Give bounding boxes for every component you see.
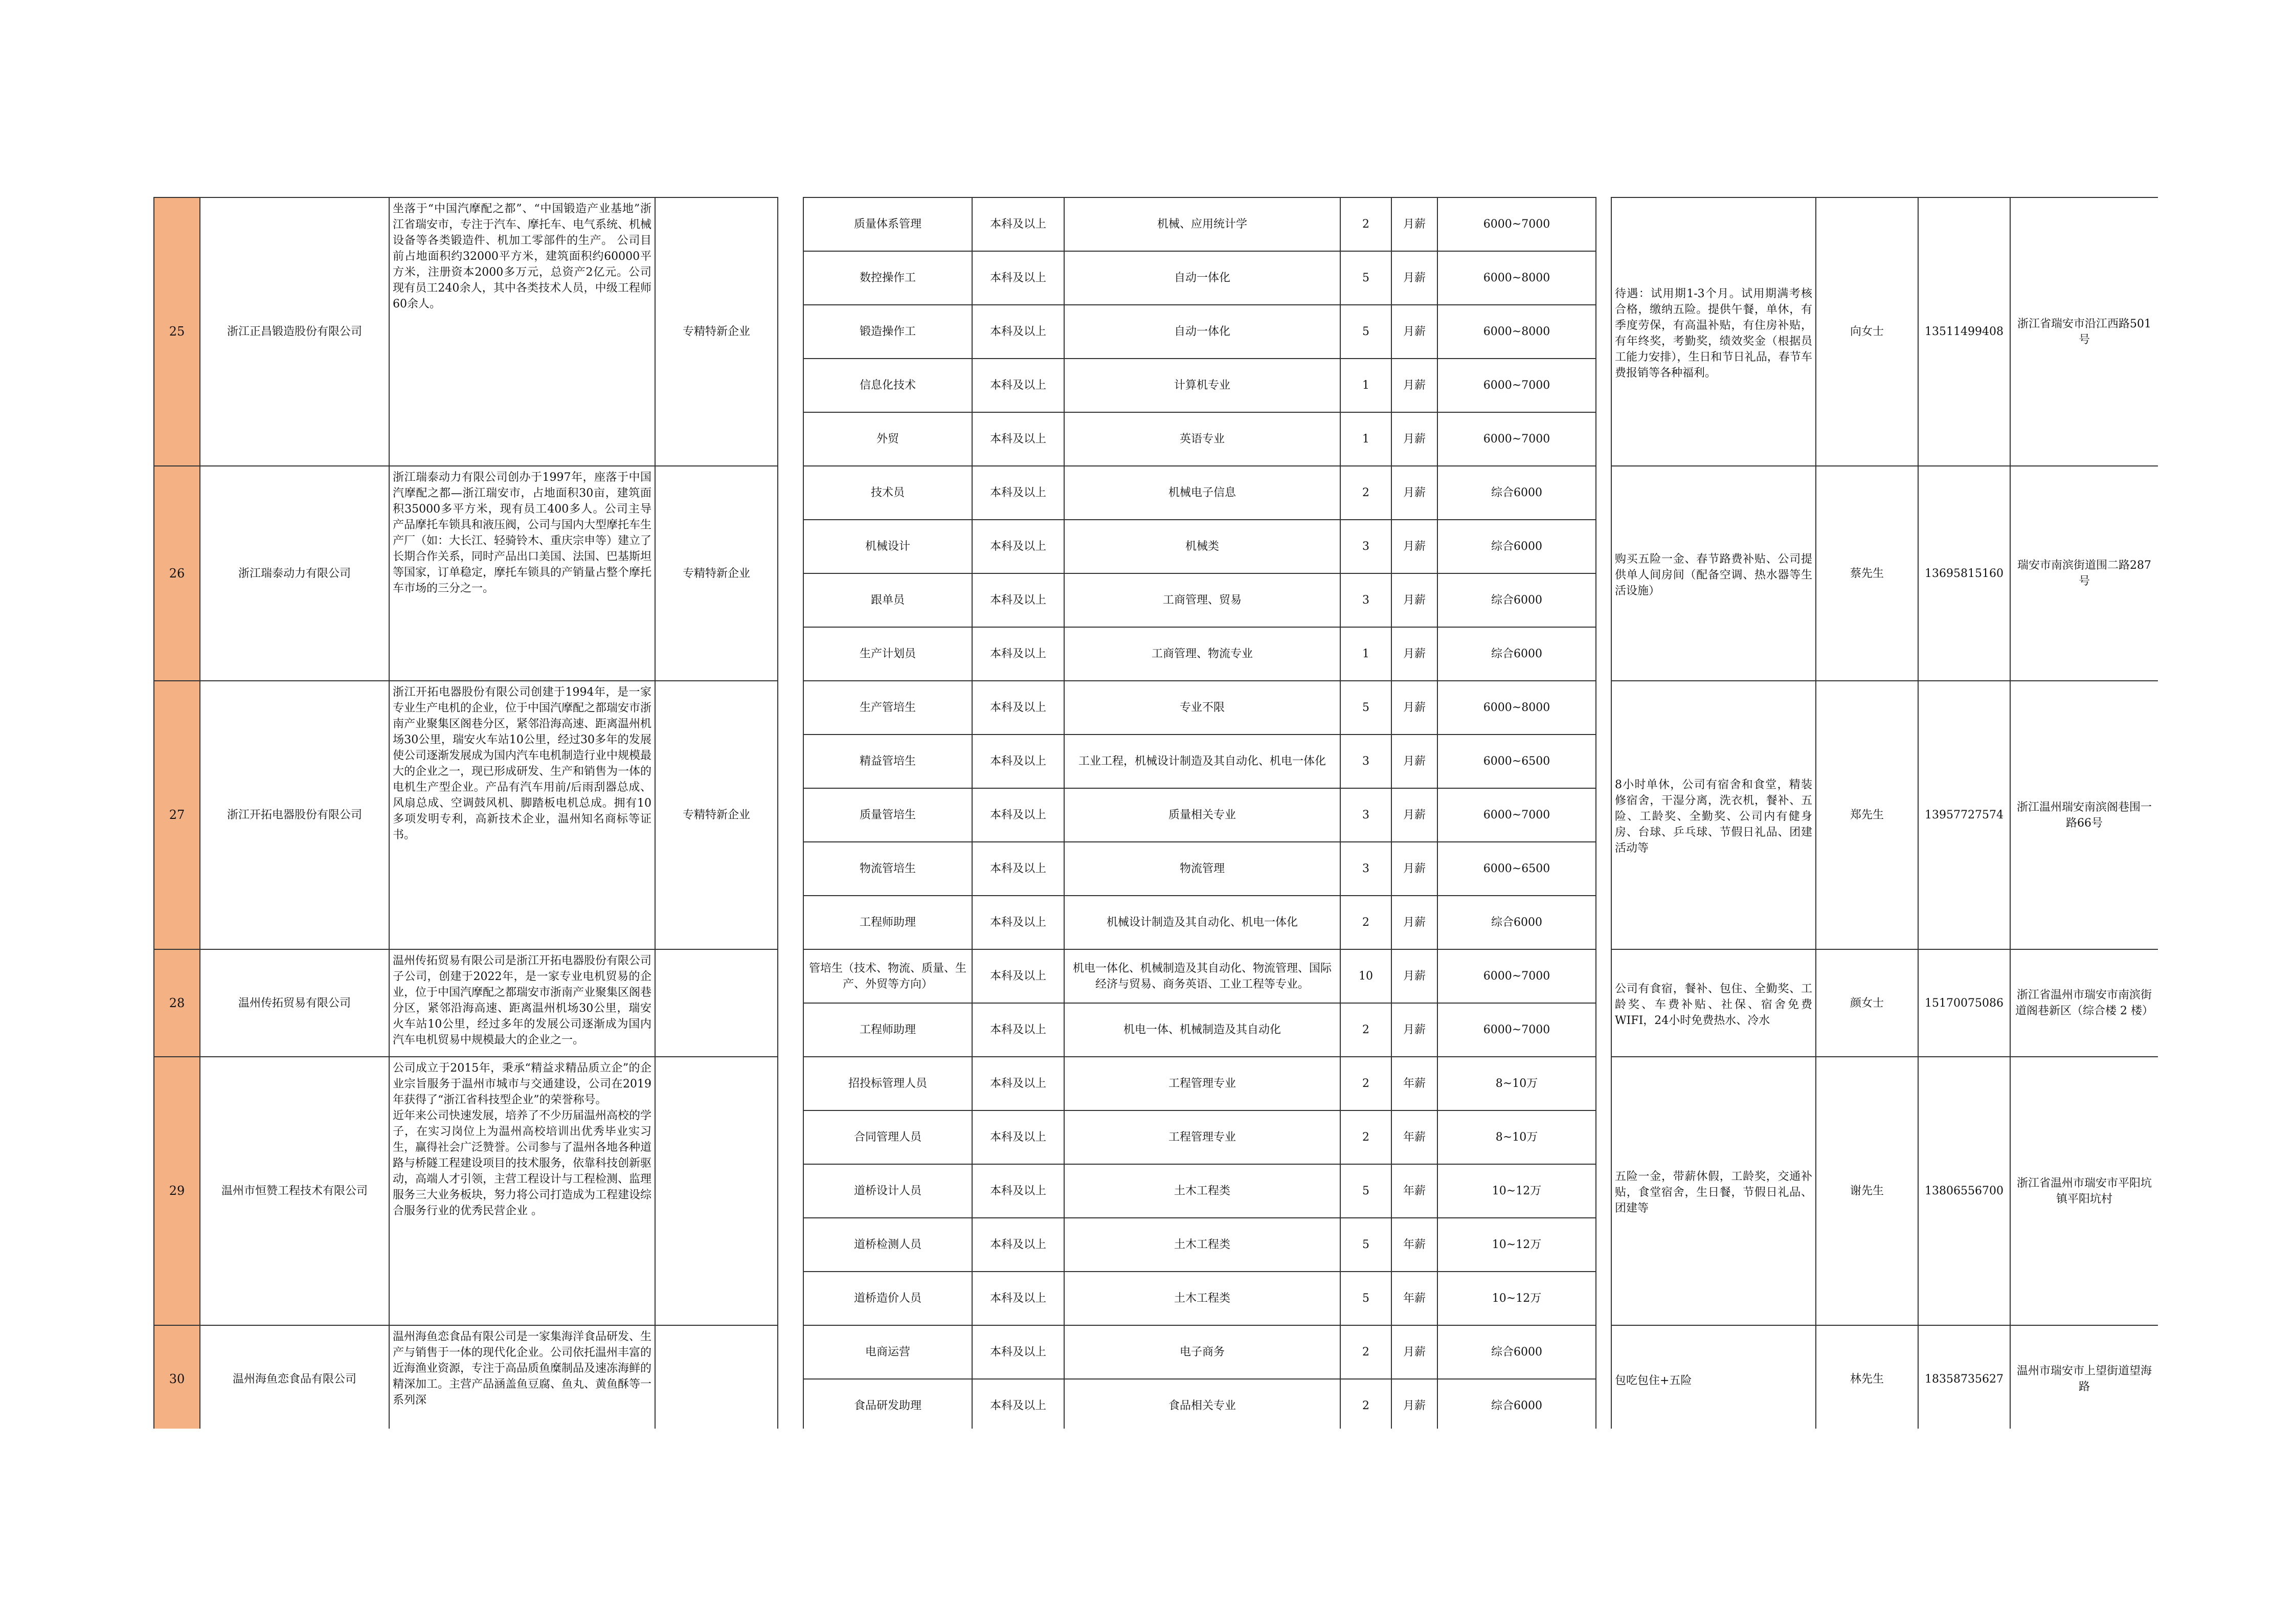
job-major: 工业工程，机械设计制造及其自动化、机电一体化 (1064, 735, 1340, 788)
job-title: 合同管理人员 (803, 1110, 972, 1164)
job-salary: 6000~7000 (1437, 197, 1596, 251)
job-major: 土木工程类 (1064, 1164, 1340, 1218)
job-title: 质量管培生 (803, 788, 972, 842)
job-pay-type: 月薪 (1391, 1325, 1437, 1379)
job-title: 道桥设计人员 (803, 1164, 972, 1218)
job-pay-type: 月薪 (1391, 1003, 1437, 1057)
job-education: 本科及以上 (972, 1379, 1064, 1429)
company-name: 温州海鱼恋食品有限公司 (200, 1325, 389, 1429)
job-count: 3 (1340, 842, 1391, 896)
table-row (154, 1325, 2158, 1379)
job-major: 机械类 (1064, 520, 1340, 573)
column-gap (1596, 681, 1611, 949)
job-pay-type: 年薪 (1391, 1272, 1437, 1325)
job-table (153, 197, 2158, 1429)
job-major: 机械、应用统计学 (1064, 197, 1340, 251)
job-education: 本科及以上 (972, 627, 1064, 681)
job-salary: 6000~6500 (1437, 735, 1596, 788)
contact-phone: 13695815160 (1918, 466, 2010, 681)
job-pay-type: 月薪 (1391, 573, 1437, 627)
company-type: 专精特新企业 (655, 197, 778, 466)
company-address: 浙江温州瑞安南滨阁巷围一路66号 (2010, 681, 2158, 949)
job-pay-type: 年薪 (1391, 1164, 1437, 1218)
job-salary: 6000~7000 (1437, 359, 1596, 412)
job-education: 本科及以上 (972, 1057, 1064, 1110)
job-count: 10 (1340, 949, 1391, 1003)
job-title: 电商运营 (803, 1325, 972, 1379)
job-title: 数控操作工 (803, 251, 972, 305)
job-count: 2 (1340, 1325, 1391, 1379)
company-description (389, 1057, 655, 1325)
job-pay-type: 月薪 (1391, 1379, 1437, 1429)
contact-phone: 13957727574 (1918, 681, 2010, 949)
job-education: 本科及以上 (972, 1110, 1064, 1164)
company-number: 29 (154, 1057, 200, 1325)
contact-person: 郑先生 (1816, 681, 1918, 949)
job-count: 5 (1340, 1272, 1391, 1325)
job-salary: 8~10万 (1437, 1057, 1596, 1110)
contact-person: 蔡先生 (1816, 466, 1918, 681)
contact-phone: 15170075086 (1918, 949, 2010, 1057)
company-benefits: 8小时单休，公司有宿舍和食堂，精装修宿舍，干湿分离，洗衣机，餐补、五险、工龄奖、全勤奖、公司内有健身房、台球、乒乓球、节假日礼品、团建活动等 (1611, 681, 1816, 949)
job-education: 本科及以上 (972, 896, 1064, 949)
job-education: 本科及以上 (972, 1325, 1064, 1379)
job-title: 物流管培生 (803, 842, 972, 896)
job-major: 质量相关专业 (1064, 788, 1340, 842)
job-major: 物流管理 (1064, 842, 1340, 896)
job-major: 自动一体化 (1064, 305, 1340, 359)
job-major: 工商管理、贸易 (1064, 573, 1340, 627)
company-address: 温州市瑞安市上望街道望海路 (2010, 1325, 2158, 1429)
company-description-text: 浙江瑞泰动力有限公司创办于1997年，座落于中国汽摩配之都—浙江瑞安市，占地面积30亩，建筑面积35000多平方米，现有员工400多人。公司主导产品摩托车锁具和液压阀，公司与国内大型摩托车生产厂（如：大长江、轻骑铃木、重庆宗申等）建立了长期合作关系，同时产品出口美国、法国、巴基斯坦等国家，订单稳定，摩托车锁具的产销量占整个摩托车市场的三分之一。 (393, 471, 651, 595)
job-count: 1 (1340, 627, 1391, 681)
job-salary: 综合6000 (1437, 520, 1596, 573)
column-gap (1596, 1325, 1611, 1429)
company-number: 30 (154, 1325, 200, 1429)
company-benefits: 五险一金，带薪休假，工龄奖，交通补贴，食堂宿舍，生日餐，节假日礼品、团建等 (1611, 1057, 1816, 1325)
job-salary: 6000~7000 (1437, 1003, 1596, 1057)
job-count: 2 (1340, 1003, 1391, 1057)
contact-person: 颜女士 (1816, 949, 1918, 1057)
job-major: 土木工程类 (1064, 1272, 1340, 1325)
job-count: 5 (1340, 1218, 1391, 1272)
table-row (154, 949, 2158, 1003)
company-description (389, 197, 655, 466)
job-salary: 6000~7000 (1437, 949, 1596, 1003)
job-education: 本科及以上 (972, 735, 1064, 788)
job-pay-type: 月薪 (1391, 949, 1437, 1003)
company-name: 温州市恒赞工程技术有限公司 (200, 1057, 389, 1325)
company-description (389, 681, 655, 949)
job-pay-type: 月薪 (1391, 359, 1437, 412)
job-education: 本科及以上 (972, 1272, 1064, 1325)
job-pay-type: 年薪 (1391, 1218, 1437, 1272)
job-salary: 6000~6500 (1437, 842, 1596, 896)
table-row (154, 197, 2158, 251)
contact-phone: 13511499408 (1918, 197, 2010, 466)
job-salary: 10~12万 (1437, 1218, 1596, 1272)
job-salary: 6000~7000 (1437, 412, 1596, 466)
job-title: 道桥造价人员 (803, 1272, 972, 1325)
job-major: 机电一体化、机械制造及其自动化、物流管理、国际经济与贸易、商务英语、工业工程等专业。 (1064, 949, 1340, 1003)
job-count: 3 (1340, 520, 1391, 573)
job-count: 2 (1340, 197, 1391, 251)
job-count: 2 (1340, 896, 1391, 949)
job-title: 跟单员 (803, 573, 972, 627)
company-description (389, 1325, 655, 1429)
job-education: 本科及以上 (972, 681, 1064, 735)
job-count: 2 (1340, 466, 1391, 520)
company-type (655, 949, 778, 1057)
job-pay-type: 月薪 (1391, 520, 1437, 573)
job-title: 机械设计 (803, 520, 972, 573)
job-salary: 综合6000 (1437, 1379, 1596, 1429)
job-title: 信息化技术 (803, 359, 972, 412)
job-major: 机械设计制造及其自动化、机电一体化 (1064, 896, 1340, 949)
company-number: 28 (154, 949, 200, 1057)
job-salary: 6000~8000 (1437, 251, 1596, 305)
company-description-text: 公司成立于2015年，秉承“精益求精品质立企”的企业宗旨服务于温州市城市与交通建设，公司在2019年获得了“浙江省科技型企业”的荣誉称号。 近年来公司快速发展，培养了不少历届温州高校的学子，在实习岗位上为温州高校培训出优秀毕业实习生，赢得社会广泛赞誉。公司参与了温州各地各种道路与桥隧工程建设项目的技术服务，依靠科技创新驱动，高端人才引领，主营工程设计与工程检测、监理服务三大业务板块，努力将公司打造成为工程建设综合服务行业的优秀民营企业 。 (393, 1062, 651, 1217)
company-number: 27 (154, 681, 200, 949)
job-pay-type: 月薪 (1391, 896, 1437, 949)
job-education: 本科及以上 (972, 520, 1064, 573)
job-salary: 8~10万 (1437, 1110, 1596, 1164)
job-count: 5 (1340, 305, 1391, 359)
company-address: 浙江省温州市瑞安市南滨街道阁巷新区（综合楼 2 楼） (2010, 949, 2158, 1057)
job-title: 精益管培生 (803, 735, 972, 788)
job-pay-type: 月薪 (1391, 412, 1437, 466)
job-count: 3 (1340, 788, 1391, 842)
job-major: 自动一体化 (1064, 251, 1340, 305)
company-address: 浙江省瑞安市沿江西路501号 (2010, 197, 2158, 466)
job-title: 管培生（技术、物流、质量、生产、外贸等方向） (803, 949, 972, 1003)
column-gap (778, 1325, 803, 1429)
company-benefits: 购买五险一金、春节路费补贴、公司提供单人间房间（配备空调、热水器等生活设施） (1611, 466, 1816, 681)
company-name: 浙江正昌锻造股份有限公司 (200, 197, 389, 466)
job-salary: 综合6000 (1437, 1325, 1596, 1379)
job-title: 锻造操作工 (803, 305, 972, 359)
contact-person: 向女士 (1816, 197, 1918, 466)
job-title: 招投标管理人员 (803, 1057, 972, 1110)
job-salary: 6000~8000 (1437, 681, 1596, 735)
company-type: 专精特新企业 (655, 681, 778, 949)
job-count: 1 (1340, 412, 1391, 466)
job-title: 外贸 (803, 412, 972, 466)
job-education: 本科及以上 (972, 842, 1064, 896)
job-pay-type: 年薪 (1391, 1057, 1437, 1110)
contact-phone: 13806556700 (1918, 1057, 2010, 1325)
company-number: 25 (154, 197, 200, 466)
company-name: 浙江开拓电器股份有限公司 (200, 681, 389, 949)
company-description-text: 浙江开拓电器股份有限公司创建于1994年，是一家专业生产电机的企业，位于中国汽摩配之都瑞安市浙南产业聚集区阁巷分区，紧邻沿海高速、距离温州机场30公里，瑞安火车站10公里，经过30多年的发展使公司逐渐发展成为国内汽车电机制造行业中规模最大的企业之一，现已形成研发、生产和销售为一体的电机生产型企业。产品有汽车用前/后雨刮器总成、风扇总成、空调鼓风机、脚踏板电机总成。拥有10多项发明专利，高新技术企业，温州知名商标等证书。 (393, 686, 651, 841)
job-education: 本科及以上 (972, 573, 1064, 627)
job-major: 工程管理专业 (1064, 1110, 1340, 1164)
company-type (655, 1057, 778, 1325)
company-benefits: 待遇：试用期1-3个月。试用期满考核合格，缴纳五险。提供午餐，单休，有季度劳保，有高温补贴，有住房补贴，有年终奖，考勤奖，绩效奖金（根据员工能力安排），生日和节日礼品，春节车费报销等各种福利。 (1611, 197, 1816, 466)
job-major: 机械电子信息 (1064, 466, 1340, 520)
contact-person: 谢先生 (1816, 1057, 1918, 1325)
job-count: 2 (1340, 1110, 1391, 1164)
job-pay-type: 月薪 (1391, 251, 1437, 305)
job-education: 本科及以上 (972, 412, 1064, 466)
job-pay-type: 月薪 (1391, 305, 1437, 359)
company-type: 专精特新企业 (655, 466, 778, 681)
contact-phone: 18358735627 (1918, 1325, 2010, 1429)
company-benefits: 公司有食宿，餐补、包住、全勤奖、工龄奖、车费补贴、社保、宿舍免费WIFI，24小时免费热水、冷水 (1611, 949, 1816, 1057)
job-salary: 综合6000 (1437, 573, 1596, 627)
job-salary: 10~12万 (1437, 1164, 1596, 1218)
company-type (655, 1325, 778, 1429)
company-name: 浙江瑞泰动力有限公司 (200, 466, 389, 681)
job-title: 工程师助理 (803, 1003, 972, 1057)
job-education: 本科及以上 (972, 1003, 1064, 1057)
job-pay-type: 年薪 (1391, 1110, 1437, 1164)
job-major: 英语专业 (1064, 412, 1340, 466)
contact-person: 林先生 (1816, 1325, 1918, 1429)
job-major: 计算机专业 (1064, 359, 1340, 412)
column-gap (778, 949, 803, 1057)
job-pay-type: 月薪 (1391, 197, 1437, 251)
job-count: 2 (1340, 1057, 1391, 1110)
job-education: 本科及以上 (972, 1164, 1064, 1218)
job-major: 电子商务 (1064, 1325, 1340, 1379)
job-salary: 6000~7000 (1437, 788, 1596, 842)
job-count: 5 (1340, 681, 1391, 735)
column-gap (778, 681, 803, 949)
job-pay-type: 月薪 (1391, 842, 1437, 896)
table-row (154, 1057, 2158, 1110)
job-listing-sheet (153, 197, 2158, 1429)
column-gap (1596, 949, 1611, 1057)
company-name: 温州传拓贸易有限公司 (200, 949, 389, 1057)
job-major: 工程管理专业 (1064, 1057, 1340, 1110)
table-row (154, 466, 2158, 520)
job-pay-type: 月薪 (1391, 735, 1437, 788)
job-education: 本科及以上 (972, 305, 1064, 359)
column-gap (1596, 466, 1611, 681)
job-pay-type: 月薪 (1391, 788, 1437, 842)
company-description-text: 温州传拓贸易有限公司是浙江开拓电器股份有限公司子公司，创建于2022年，是一家专业电机贸易的企业，位于中国汽摩配之都瑞安市浙南产业聚集区阁巷分区，紧邻沿海高速、距离温州机场30公里，瑞安火车站10公里，经过多年的发展公司逐渐成为国内汽车电机贸易中规模最大的企业之一。 (393, 954, 651, 1047)
job-major: 专业不限 (1064, 681, 1340, 735)
job-title: 道桥检测人员 (803, 1218, 972, 1272)
job-salary: 6000~8000 (1437, 305, 1596, 359)
company-benefits: 包吃包住+五险 (1611, 1325, 1816, 1429)
job-education: 本科及以上 (972, 1218, 1064, 1272)
job-education: 本科及以上 (972, 788, 1064, 842)
job-title: 生产管培生 (803, 681, 972, 735)
job-count: 1 (1340, 359, 1391, 412)
job-salary: 综合6000 (1437, 466, 1596, 520)
company-address: 浙江省温州市瑞安市平阳坑镇平阳坑村 (2010, 1057, 2158, 1325)
job-salary: 10~12万 (1437, 1272, 1596, 1325)
job-major: 食品相关专业 (1064, 1379, 1340, 1429)
job-education: 本科及以上 (972, 949, 1064, 1003)
job-pay-type: 月薪 (1391, 627, 1437, 681)
job-education: 本科及以上 (972, 251, 1064, 305)
job-education: 本科及以上 (972, 197, 1064, 251)
job-title: 生产计划员 (803, 627, 972, 681)
table-row (154, 681, 2158, 735)
company-description (389, 949, 655, 1057)
job-count: 3 (1340, 573, 1391, 627)
company-description-text: 坐落于“中国汽摩配之都”、“中国锻造产业基地”浙江省瑞安市，专注于汽车、摩托车、电气系统、机械设备等各类锻造件、机加工零部件的生产。 公司目前占地面积约32000平方米，建筑面积约60000平方米，注册资本2000多万元，总资产2亿元。公司现有员工240余人，其中各类技术人员，中级工程师60余人。 (393, 203, 651, 310)
column-gap (1596, 197, 1611, 466)
job-major: 工商管理、物流专业 (1064, 627, 1340, 681)
job-education: 本科及以上 (972, 466, 1064, 520)
company-description (389, 466, 655, 681)
column-gap (778, 1057, 803, 1325)
job-title: 工程师助理 (803, 896, 972, 949)
company-description-text: 温州海鱼恋食品有限公司是一家集海洋食品研发、生产与销售于一体的现代化企业。公司依托温州丰富的近海渔业资源，专注于高品质鱼糜制品及速冻海鲜的精深加工。主营产品涵盖鱼豆腐、鱼丸、黄鱼酥等一系列深 (393, 1330, 651, 1407)
column-gap (1596, 1057, 1611, 1325)
job-major: 机电一体、机械制造及其自动化 (1064, 1003, 1340, 1057)
job-title: 食品研发助理 (803, 1379, 972, 1429)
job-count: 3 (1340, 735, 1391, 788)
job-count: 5 (1340, 1164, 1391, 1218)
job-count: 2 (1340, 1379, 1391, 1429)
job-salary: 综合6000 (1437, 627, 1596, 681)
job-major: 土木工程类 (1064, 1218, 1340, 1272)
job-pay-type: 月薪 (1391, 681, 1437, 735)
job-count: 5 (1340, 251, 1391, 305)
job-title: 质量体系管理 (803, 197, 972, 251)
column-gap (778, 197, 803, 466)
job-pay-type: 月薪 (1391, 466, 1437, 520)
column-gap (778, 466, 803, 681)
job-title: 技术员 (803, 466, 972, 520)
company-number: 26 (154, 466, 200, 681)
company-address: 瑞安市南滨街道围二路287号 (2010, 466, 2158, 681)
job-salary: 综合6000 (1437, 896, 1596, 949)
job-education: 本科及以上 (972, 359, 1064, 412)
